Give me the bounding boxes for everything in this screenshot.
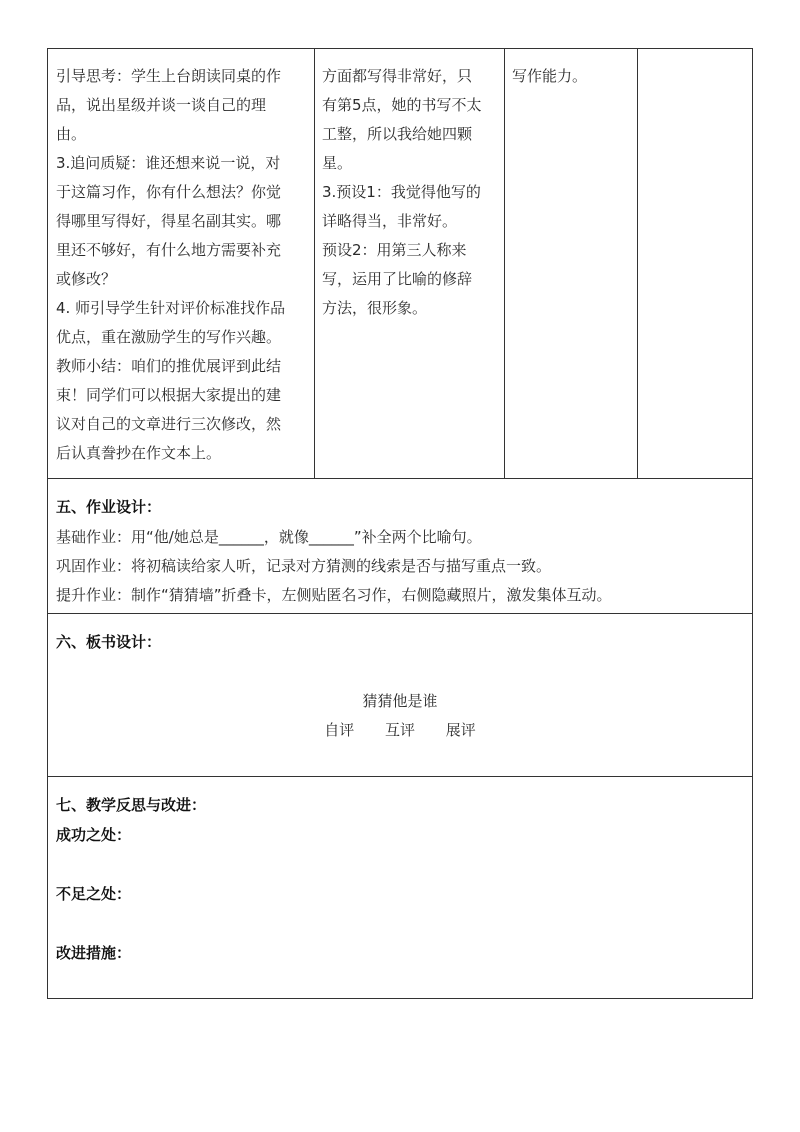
column-divider bbox=[314, 49, 315, 478]
text-line: 详略得当，非常好。 bbox=[322, 212, 458, 230]
lesson-plan-table bbox=[47, 48, 753, 999]
text-line: 预设2：用第三人称来 bbox=[322, 241, 467, 259]
text-line: 优点，重在激励学生的写作兴趣。 bbox=[56, 328, 282, 346]
text-line: 于这篇习作，你有什么想法？你觉 bbox=[56, 183, 282, 201]
text-line: 3.追问质疑：谁还想来说一说，对 bbox=[56, 154, 281, 172]
row-divider bbox=[48, 613, 752, 614]
row-divider bbox=[48, 478, 752, 479]
text-line: 品，说出星级并谈一谈自己的理 bbox=[56, 96, 267, 114]
board-title: 猜猜他是谁 bbox=[362, 692, 438, 710]
text-line: 有第5点，她的书写不太 bbox=[322, 96, 482, 114]
homework-heading: 五、作业设计： bbox=[56, 498, 162, 516]
text-line: 束！同学们可以根据大家提出的建 bbox=[56, 386, 282, 404]
column-divider bbox=[637, 49, 638, 478]
text-line: 或修改？ bbox=[56, 270, 117, 288]
text-line: 4. 师引导学生针对评价标准找作品 bbox=[56, 299, 286, 317]
text-line: 里还不够好，有什么地方需要补充 bbox=[56, 241, 282, 259]
consolidate-homework: 巩固作业：将初稿读给家人听，记录对方猜测的线索是否与描写重点一致。 bbox=[56, 557, 552, 575]
text-line: 方法，很形象。 bbox=[322, 299, 428, 317]
board-design-heading: 六、板书设计： bbox=[56, 633, 162, 651]
design-intent-cell bbox=[512, 62, 632, 91]
text-line: 后认真誊抄在作文本上。 bbox=[56, 444, 222, 462]
text-line: 方面都写得非常好，只 bbox=[322, 67, 473, 85]
row-divider bbox=[48, 776, 752, 777]
column-divider bbox=[504, 49, 505, 478]
shortcoming-label: 不足之处： bbox=[56, 885, 132, 903]
text-line: 由。 bbox=[56, 125, 87, 143]
board-item: 互评 bbox=[384, 721, 415, 739]
text-line: 引导思考：学生上台朗读同桌的作 bbox=[56, 67, 282, 85]
basic-homework: 基础作业：用“他/她总是______，就像______”补全两个比喻句。 bbox=[56, 528, 482, 546]
text-line: 星。 bbox=[322, 154, 353, 172]
teacher-activity-cell bbox=[56, 62, 308, 468]
student-activity-cell bbox=[322, 62, 500, 323]
board-items bbox=[48, 719, 752, 740]
text-line: 写，运用了比喻的修辞 bbox=[322, 270, 473, 288]
text-line: 写作能力。 bbox=[512, 67, 588, 85]
advanced-homework: 提升作业：制作“猜猜墙”折叠卡，左侧贴匿名习作，右侧隐藏照片，激发集体互动。 bbox=[56, 586, 612, 604]
success-label: 成功之处： bbox=[56, 826, 132, 844]
text-line: 教师小结：咱们的推优展评到此结 bbox=[56, 357, 282, 375]
text-line: 3.预设1：我觉得他写的 bbox=[322, 183, 481, 201]
text-line: 议对自己的文章进行三次修改，然 bbox=[56, 415, 282, 433]
reflection-heading: 七、教学反思与改进： bbox=[56, 796, 207, 814]
text-line: 得哪里写得好，得星名副其实。哪 bbox=[56, 212, 282, 230]
board-item: 展评 bbox=[445, 721, 476, 739]
improvement-label: 改进措施： bbox=[56, 944, 132, 962]
board-item: 自评 bbox=[324, 721, 355, 739]
text-line: 工整，所以我给她四颗 bbox=[322, 125, 473, 143]
